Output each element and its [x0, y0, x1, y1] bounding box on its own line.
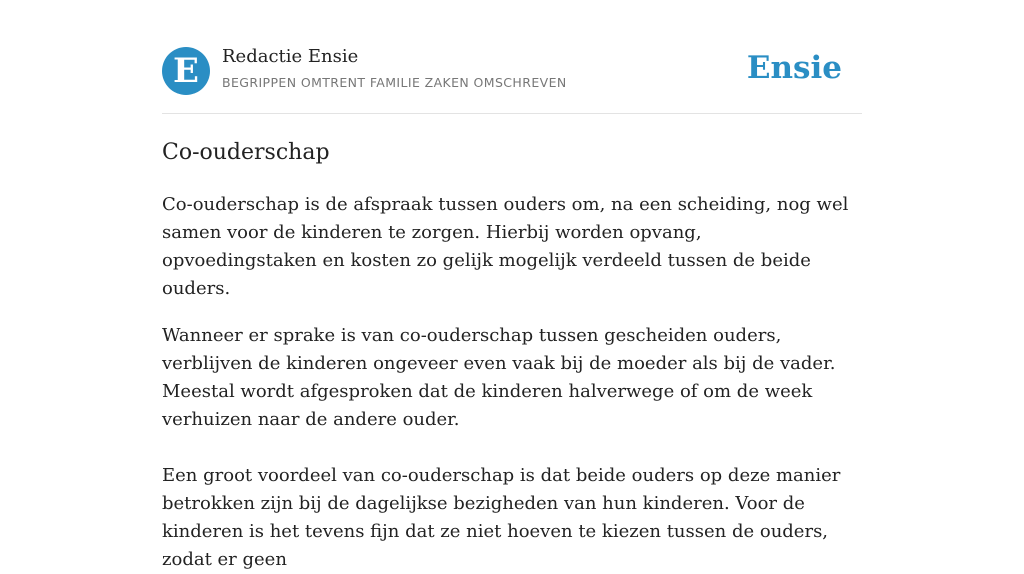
article-paragraph: Wanneer er sprake is van co-ouderschap tussen gescheiden ouders, verblijven de kinderen ongeveer even vaak bij de moeder als bij de vader. Meestal wordt afgesproken dat de kinderen halverwege of om de week verhuizen naar de andere ouder. Een groot voordeel van co-ouderschap is dat beide ouders op deze manier betrokken zijn bij de dagelijkse bezigheden van hun kinderen. Voor de kinderen is het tevens fijn dat ze niet hoeven te kiezen tussen de ouders, zodat er geen [162, 325, 841, 570]
author-tagline: BEGRIPPEN OMTRENT FAMILIE ZAKEN OMSCHREVEN [222, 75, 567, 90]
page [162, 0, 862, 574]
article-title: Co-ouderschap [162, 140, 330, 165]
author-name[interactable]: Redactie Ensie [222, 46, 359, 67]
header [162, 0, 862, 114]
article-paragraph: Co-ouderschap is de afspraak tussen ouders om, na een scheiding, nog wel samen voor de kinderen te zorgen. Hierbij worden opvang, opvoedingstaken en kosten zo gelijk mogelijk verdeeld tussen de beide ouders. [162, 194, 849, 299]
author-avatar[interactable]: E [162, 47, 210, 95]
brand-logo[interactable]: Ensie [746, 50, 842, 86]
